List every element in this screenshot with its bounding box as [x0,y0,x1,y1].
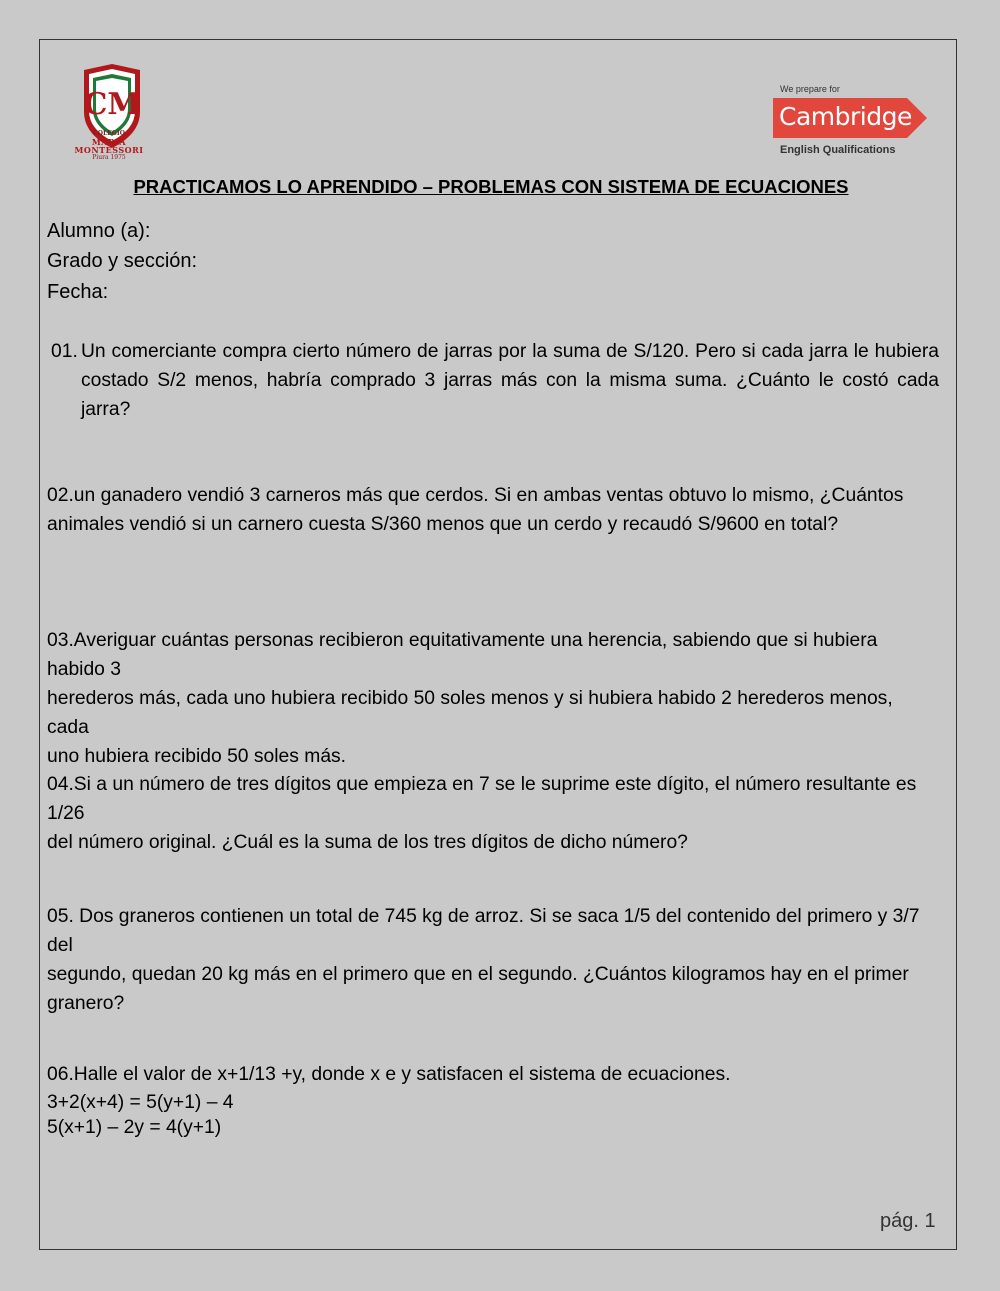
problem-06 [47,1060,937,1089]
equation-1: 3+2(x+4) = 5(y+1) – 4 [47,1092,234,1113]
problem-05-line: granero? [47,993,125,1014]
problem-05-line: segundo, quedan 20 kg más en el primero que en el segundo. ¿Cuántos kilogramos hay en el primer [47,964,909,985]
problem-04-line: del número original. ¿Cuál es la suma de los tres dígitos de dicho número? [47,832,688,853]
problem-05 [47,902,937,1018]
problem-04-line: 04.Si a un número de tres dígitos que empieza en 7 se le suprime este dígito, el número resultante es 1/26 [47,774,917,824]
problem-03 [47,626,937,771]
student-name-label: Alumno (a): [47,220,151,242]
problem-01-text: Un comerciante compra cierto número de jarras por la suma de S/120. Pero si cada jarra le hubiera costado S/2 menos, habría comprado 3 jarras más con la misma suma. ¿Cuánto le costó cada jarra? [81,341,939,420]
problem-06-line: 06.Halle el valor de x+1/13 +y, donde x e y satisfacen el sistema de ecuaciones. [47,1064,731,1085]
school-logo-text: COLEGIO MARIA MONTESSORI Piura 1975 [74,130,144,161]
problem-02-line: animales vendió si un carnero cuesta S/360 menos que un cerdo y recaudó S/9600 en total? [47,514,839,535]
cambridge-brand: Cambridge [779,102,912,131]
problem-02 [47,481,937,539]
page-title: PRACTICAMOS LO APRENDIDO – PROBLEMAS CON SISTEMA DE ECUACIONES [133,176,849,197]
problem-03-line: uno hubiera recibido 50 soles más. [47,746,347,767]
cambridge-prepare-text: We prepare for [780,84,840,94]
problem-05-line: 05. Dos graneros contienen un total de 745 kg de arroz. Si se saca 1/5 del contenido del primero y 3/7 del [47,906,920,956]
worksheet-page [39,39,957,1250]
cambridge-logo [773,84,933,164]
grade-section-label: Grado y sección: [47,250,198,272]
equation-2: 5(x+1) – 2y = 4(y+1) [47,1117,222,1138]
problem-02-line: 02.un ganadero vendió 3 carneros más que cerdos. Si en ambas ventas obtuvo lo mismo, ¿Cuántos [47,485,904,506]
problem-04 [47,770,937,857]
page-number: pág. 1 [880,1210,936,1232]
svg-text:CM: CM [83,87,141,122]
problem-03-line: herederos más, cada uno hubiera recibido 50 soles menos y si hubiera habido 2 herederos menos, cada [47,688,893,738]
problem-03-line: 03.Averiguar cuántas personas recibieron equitativamente una herencia, sabiendo que si hubiera habido 3 [47,630,878,680]
date-label: Fecha: [47,281,109,303]
cambridge-qualifications: English Qualifications [780,144,896,156]
problem-01-number: 01. [51,341,78,362]
